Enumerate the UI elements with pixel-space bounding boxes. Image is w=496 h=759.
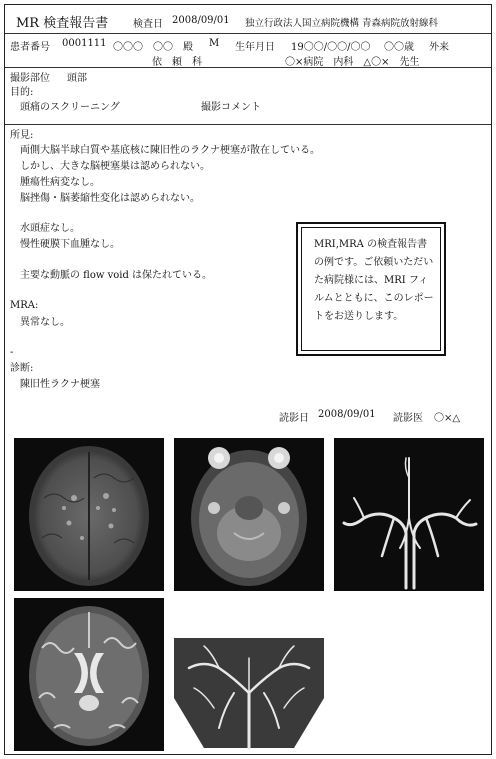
patient-id: 0001111 [62, 38, 107, 49]
site: 頭部 [67, 73, 87, 84]
requester: 〇×病院 内科 △〇× 先生 [285, 57, 420, 68]
finding-line: 両側大脳半球白質や基底核に陳旧性のラクナ梗塞が散在している。 [20, 145, 320, 156]
patient-ward: 外来 [429, 42, 449, 53]
reading-doctor: 〇×△ [434, 413, 461, 424]
finding-line: 脳挫傷・脳萎縮性変化は認められない。 [20, 193, 200, 204]
finding-line: 腫瘍性病変なし。 [20, 177, 100, 188]
hospital-name: 独立行政法人国立病院機構 青森病院放射線科 [245, 18, 439, 29]
patient-sex: M [209, 38, 220, 49]
dob: 19〇〇/〇〇/〇〇 [291, 42, 371, 53]
reading-date-label: 読影日 [279, 413, 309, 424]
mra-finding: 異常なし。 [20, 317, 70, 328]
report-title: MR 検査報告書 [16, 16, 109, 31]
dob-label: 生年月日 [235, 42, 275, 53]
mra-label: MRA: [10, 300, 39, 311]
findings-label: 所見: [10, 130, 34, 141]
patient-id-label: 患者番号 [10, 42, 50, 53]
mra-frontal-mip-image [334, 438, 484, 591]
reading-date: 2008/09/01 [318, 409, 376, 420]
separator-dash: - [10, 347, 14, 358]
exam-date: 2008/09/01 [172, 15, 230, 26]
note-text: MRI,MRA の検査報告書の例です。ご依頼いただいた病院様には、MRI フィルムとともに、このレポートをお送りします。 [301, 227, 441, 351]
site-label: 撮影部位 [10, 73, 50, 84]
flow-void-finding: 主要な動脈の flow void は保たれている。 [20, 270, 213, 281]
finding-line: 慢性硬膜下血腫なし。 [20, 239, 120, 250]
note-box [296, 222, 446, 356]
purpose-label: 目的: [10, 87, 34, 98]
study-divider [5, 124, 491, 125]
flair-axial-image [14, 438, 164, 591]
t2-axial-posterior-fossa-image [174, 438, 324, 591]
patient-divider [5, 67, 491, 68]
diagnosis: 陳旧性ラクナ梗塞 [20, 379, 100, 390]
mra-axial-mip-image [174, 598, 324, 751]
requester-label: 依 頼 科 [152, 57, 202, 68]
t2-axial-basal-ganglia-image [14, 598, 164, 751]
patient-name: 〇〇〇 〇〇 殿 [113, 42, 193, 53]
header-divider [5, 33, 491, 34]
comment-label: 撮影コメント [201, 102, 261, 113]
purpose: 頭痛のスクリーニング [20, 102, 120, 113]
finding-line: しかし、大きな脳梗塞巣は認められない。 [20, 161, 210, 172]
diagnosis-label: 診断: [10, 363, 34, 374]
reading-doctor-label: 読影医 [393, 413, 423, 424]
patient-age: 〇〇歳 [384, 42, 414, 53]
finding-line: 水頭症なし。 [20, 223, 80, 234]
exam-date-label: 検査日 [133, 19, 163, 30]
